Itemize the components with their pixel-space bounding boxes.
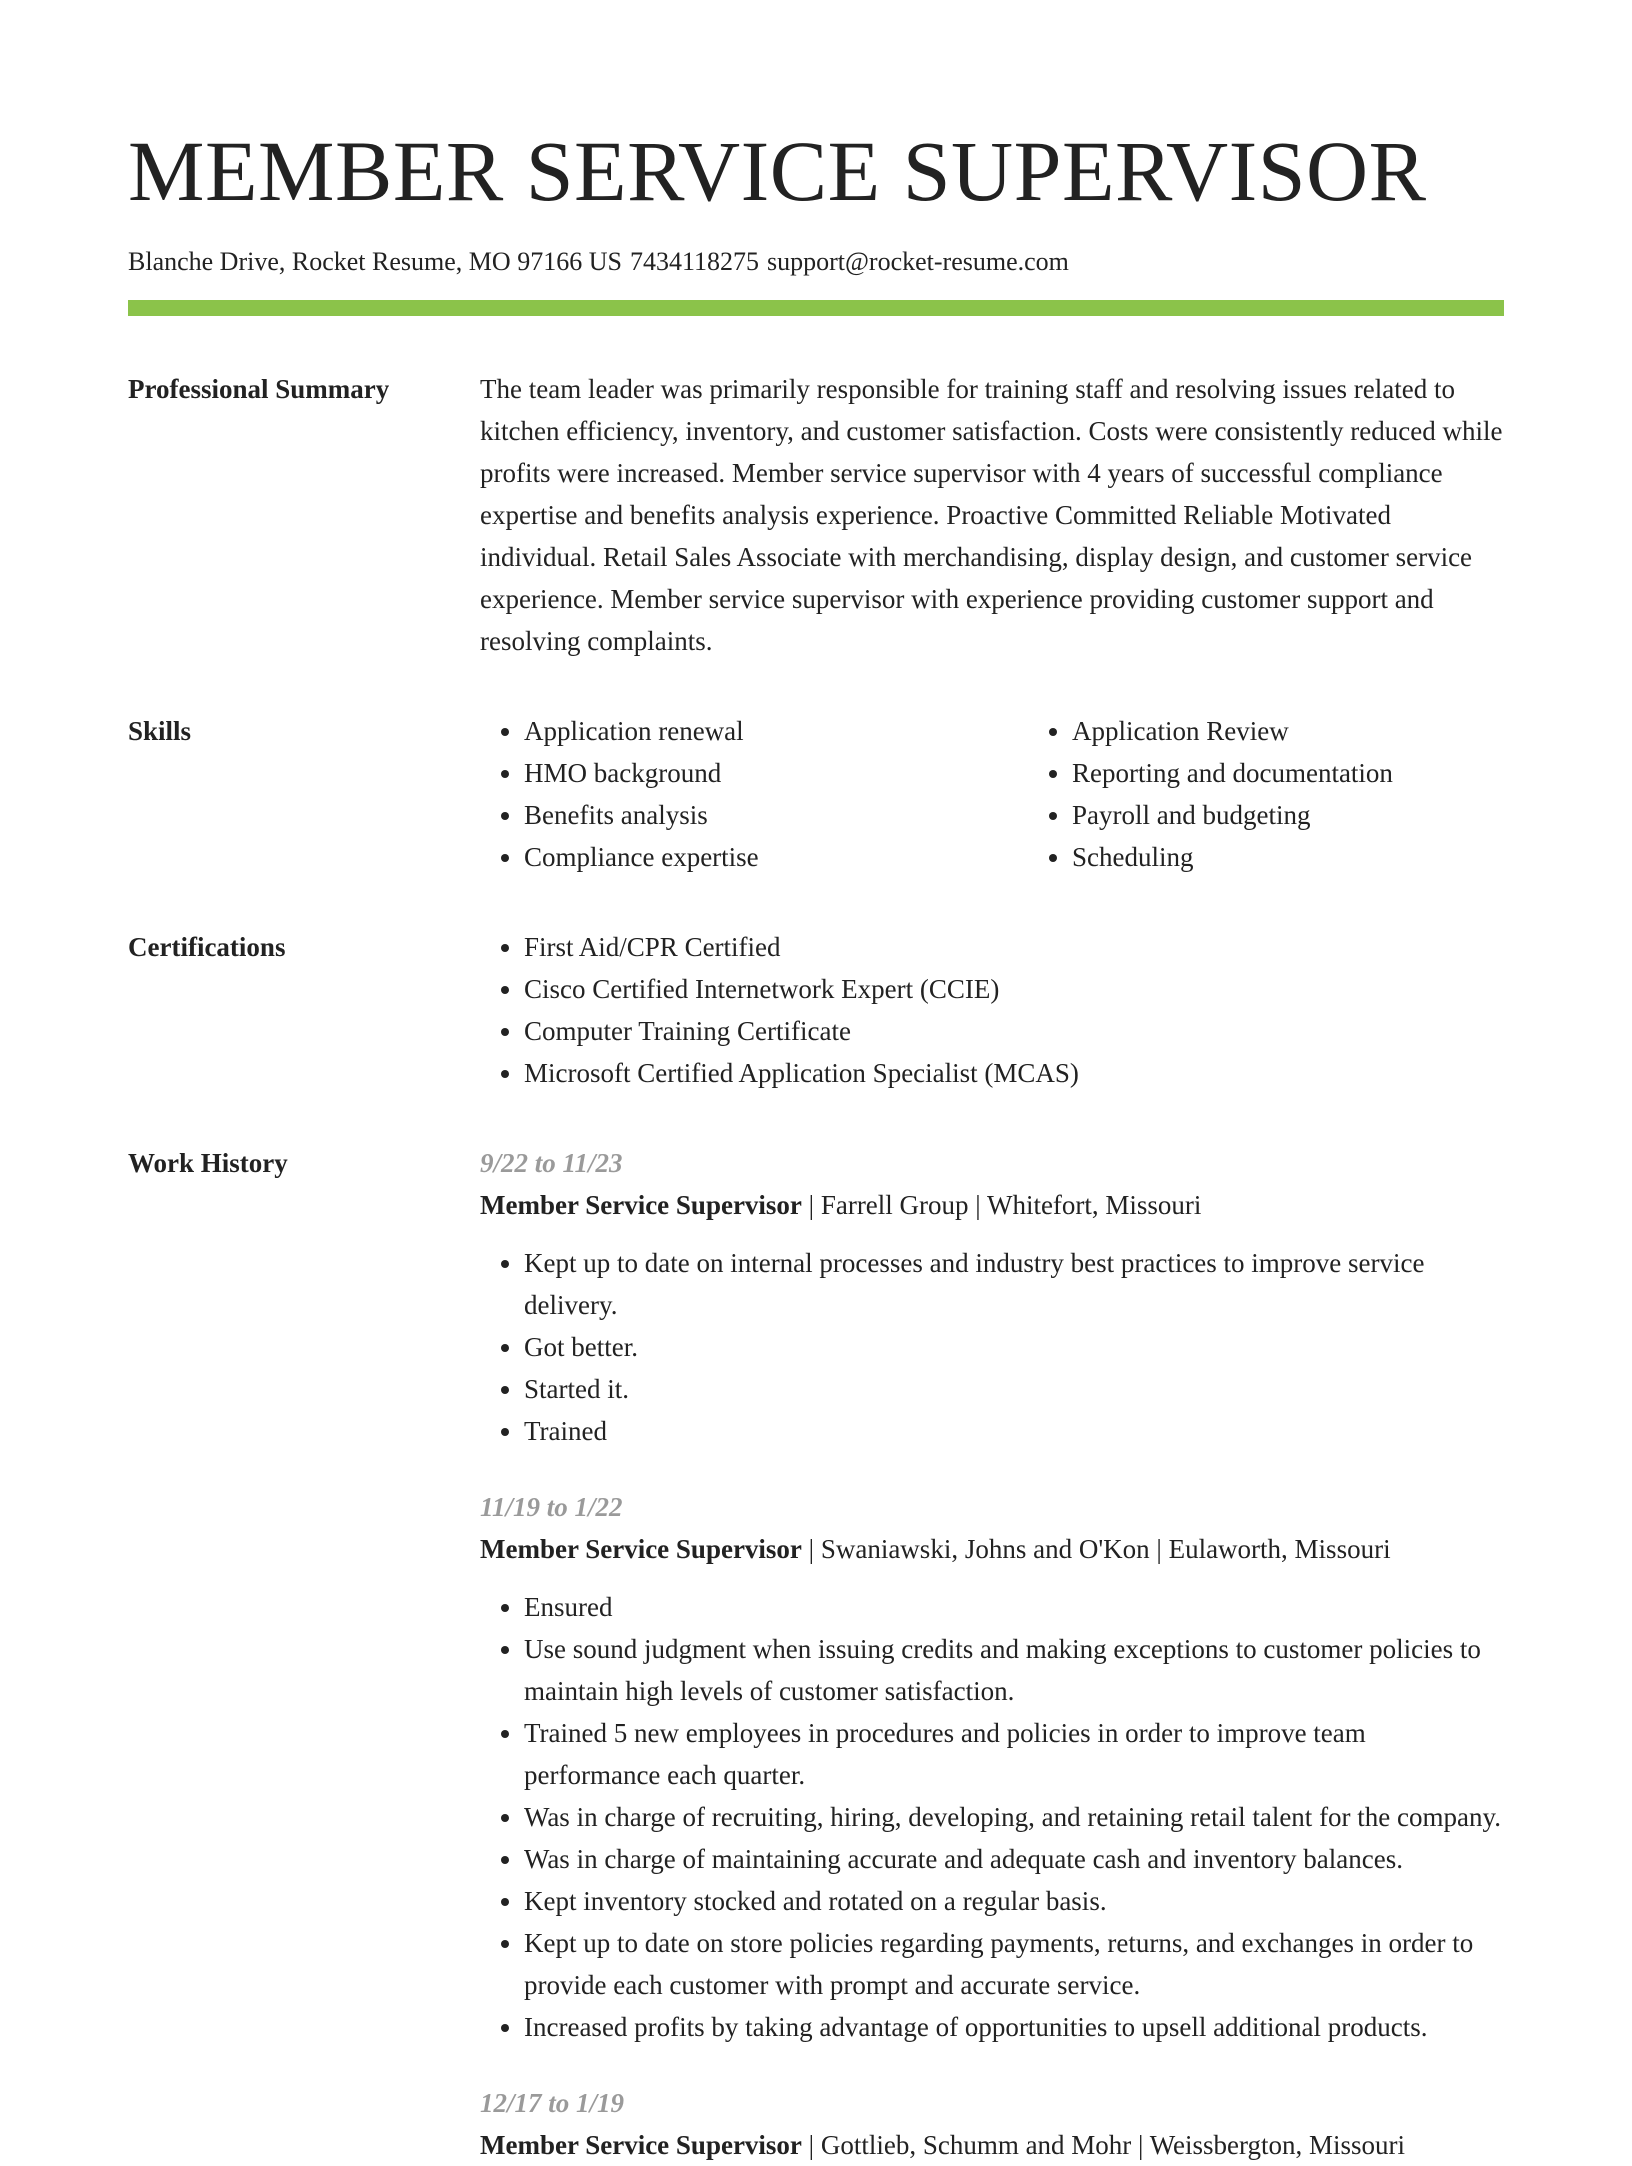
skill-item: • Benefits analysis — [524, 794, 1028, 836]
job-heading — [480, 2124, 1504, 2166]
job-bullet: • Use sound judgment when issuing credits and making exceptions to customer policies to maintain high levels of customer satisfaction. — [524, 1628, 1504, 1712]
job-dates: 12/17 to 1/19 — [480, 2088, 625, 2118]
skill-item: • HMO background — [524, 752, 1028, 794]
job-bullets — [480, 1242, 1504, 1452]
skill-item: • Application renewal — [524, 710, 1028, 752]
job-entry — [480, 1142, 1504, 1452]
job-dates: 11/19 to 1/22 — [480, 1492, 623, 1522]
summary-section — [128, 368, 1504, 662]
contact-address: Blanche Drive, Rocket Resume, MO 97166 US — [128, 247, 622, 276]
skills-heading: Skills — [128, 716, 192, 746]
summary-heading: Professional Summary — [128, 374, 390, 404]
job-bullet: • Kept up to date on internal processes and industry best practices to improve service delivery. — [524, 1242, 1504, 1326]
job-bullet: • Increased profits by taking advantage of opportunities to upsell additional products. — [524, 2006, 1504, 2048]
certification-item: • Computer Training Certificate — [524, 1010, 1504, 1052]
job-heading — [480, 1528, 1504, 1570]
skill-item: • Payroll and budgeting — [1072, 794, 1576, 836]
job-title: Member Service Supervisor — [480, 1190, 802, 1220]
certification-item: • Cisco Certified Internetwork Expert (CCIE) — [524, 968, 1504, 1010]
header-accent-rule — [128, 300, 1504, 316]
work-history-heading: Work History — [128, 1148, 288, 1178]
skill-item: • Reporting and documentation — [1072, 752, 1576, 794]
job-bullet: • Ensured — [524, 1586, 1504, 1628]
job-employer-location: | Farrell Group | Whitefort, Missouri — [801, 1190, 1202, 1220]
skill-item: • Scheduling — [1072, 836, 1576, 878]
job-bullet: • Was in charge of recruiting, hiring, developing, and retaining retail talent for the company. — [524, 1796, 1504, 1838]
job-bullet: • Was in charge of maintaining accurate and adequate cash and inventory balances. — [524, 1838, 1504, 1880]
job-title: Member Service Supervisor — [480, 1534, 802, 1564]
certification-item: • Microsoft Certified Application Specialist (MCAS) — [524, 1052, 1504, 1094]
work-history-section — [128, 1142, 1504, 2166]
skills-section — [128, 710, 1504, 878]
certifications-heading: Certifications — [128, 932, 286, 962]
skills-list-left — [480, 710, 1028, 878]
job-bullet: • Trained 5 new employees in procedures and policies in order to improve team performance each quarter. — [524, 1712, 1504, 1796]
certifications-list — [480, 926, 1504, 1094]
skills-list-right — [1028, 710, 1576, 878]
certification-item: • First Aid/CPR Certified — [524, 926, 1504, 968]
job-dates: 9/22 to 11/23 — [480, 1148, 623, 1178]
skill-item: • Application Review — [1072, 710, 1576, 752]
job-bullet: • Trained — [524, 1410, 1504, 1452]
job-title: Member Service Supervisor — [480, 2130, 802, 2160]
contact-line — [128, 244, 1504, 280]
contact-phone: 7434118275 — [629, 247, 759, 276]
job-bullet: • Kept up to date on store policies regarding payments, returns, and exchanges in order to provide each customer with prompt and accurate service. — [524, 1922, 1504, 2006]
certifications-section — [128, 926, 1504, 1094]
job-employer-location: | Gottlieb, Schumm and Mohr | Weissbergton, Missouri — [801, 2130, 1406, 2160]
job-entry — [480, 1486, 1504, 2048]
job-heading — [480, 1184, 1504, 1226]
job-bullet: • Started it. — [524, 1368, 1504, 1410]
job-bullets — [480, 1586, 1504, 2048]
job-bullet: • Kept inventory stocked and rotated on a regular basis. — [524, 1880, 1504, 1922]
job-employer-location: | Swaniawski, Johns and O'Kon | Eulaworth, Missouri — [801, 1534, 1391, 1564]
job-entry — [480, 2082, 1504, 2166]
skill-item: • Compliance expertise — [524, 836, 1028, 878]
resume-name: MEMBER SERVICE SUPERVISOR — [128, 123, 1427, 219]
summary-text: The team leader was primarily responsible for training staff and resolving issues related to kitchen efficiency, inventory, and customer satisfaction. Costs were consistently reduced while profits were increased. Member service supervisor with 4 years of successful compliance expertise and benefits analysis experience. Proactive Committed Reliable Motivated individual. Retail Sales Associate with merchandising, display design, and customer service experience. Member service supervisor with experience providing customer support and resolving complaints. — [480, 374, 1503, 656]
job-bullet: • Got better. — [524, 1326, 1504, 1368]
contact-email: support@rocket-resume.com — [766, 247, 1069, 276]
